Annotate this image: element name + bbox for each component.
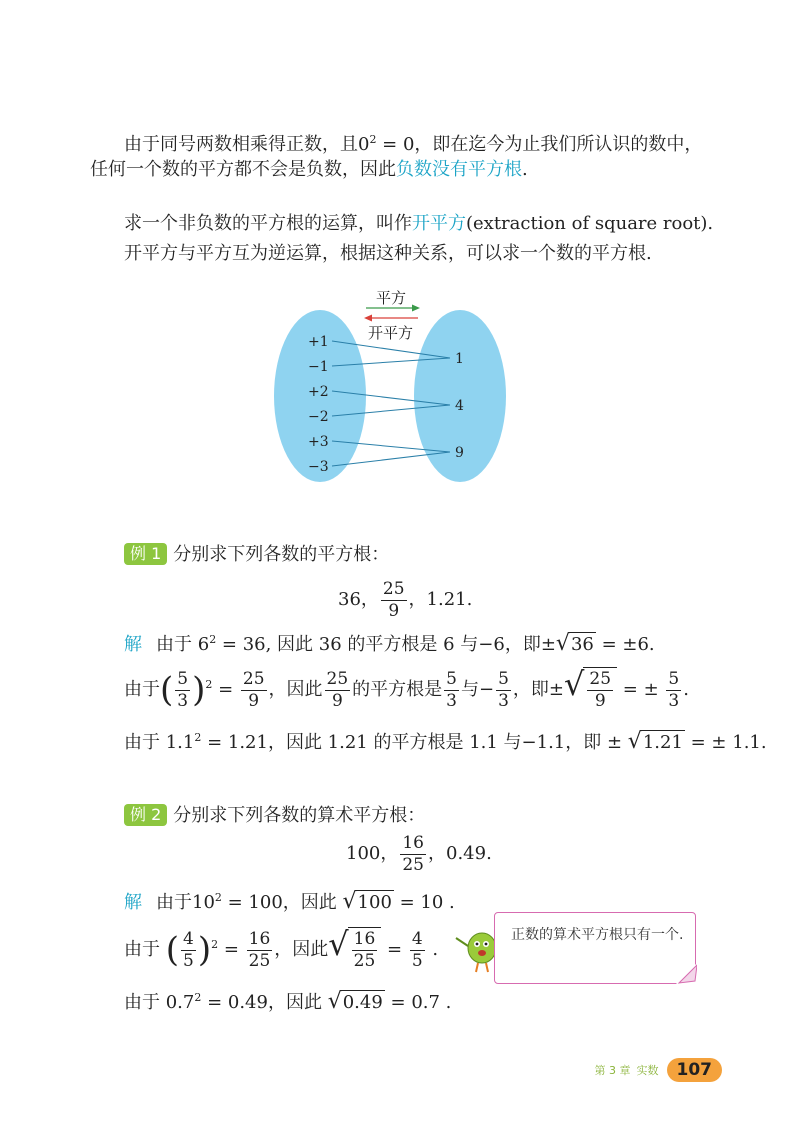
definition-line-1: 求一个非负数的平方根的运算，叫作开平方(extraction of square root). [124, 213, 714, 234]
footer-chapter: 第 3 章 [594, 1064, 631, 1077]
example2-numbers: 100， $\frac{16}{25}$ ，0.49. [346, 832, 492, 875]
right-item: 9 [455, 445, 464, 461]
square-root-mapping-diagram [240, 288, 560, 498]
intro-line-2: 任何一个数的平方都不会是负数，因此负数没有平方根. [90, 159, 528, 180]
example2-solution-line-3: 由于 $0.7^2 = 0.49$，因此 √0.49 = 0.7 . [124, 989, 452, 1014]
example2-solution-line-2: 由于 ( $\frac{4}{5}$ )$^2$ = $\frac{16}{25}$ ，因此√ $\frac{16}{25}$ = $\frac{4}{5}$ . [124, 925, 439, 971]
left-item: −1 [308, 359, 329, 375]
footer-title: 实数 [636, 1064, 659, 1077]
page-curl-icon [675, 963, 697, 985]
example1-solution-line-3: 由于 $1.1^2 = 1.21$，因此 1.21 的平方根是 1.1 与−1.1，即 ± √1.21 = ± 1.1. [124, 729, 767, 754]
example1-solution-line-2: 由于( $\frac{5}{3}$ )$^2$ = $\frac{25}{9}$ ，因此 $\frac{25}{9}$ 的平方根是 $\frac{5}{3}$ 与− $\frac{5}{3}$ ，即±√ $\frac{25}{9}$ = ± $\frac{5}{3}$ . [124, 665, 689, 711]
square-arrow-head [412, 305, 420, 312]
tip-note [494, 912, 696, 984]
label-root: 开平方 [368, 324, 414, 342]
page-footer [595, 1058, 723, 1082]
left-item: +2 [308, 384, 329, 400]
intro-line-1: 由于同号两数相乘得正数，且$0^2 = 0$，即在迄今为止我们所认识的数中， [124, 133, 703, 155]
example-tag: 例 1 [124, 543, 167, 565]
term-kaipingfang: 开平方 [412, 213, 466, 234]
highlight-term: 负数没有平方根 [396, 159, 522, 180]
example1-numbers: 36， $\frac{25}{9}$ ，1.21. [338, 578, 473, 621]
solution-label: 解 [124, 892, 142, 913]
example-tag: 例 2 [124, 804, 167, 826]
label-square: 平方 [376, 289, 407, 307]
left-item: −3 [308, 459, 329, 475]
left-item: −2 [308, 409, 329, 425]
example1-solution-line-1: 解 由于 $6^2 = 36$, 因此 36 的平方根是 6 与−6，即±√36 = ±6. [124, 631, 655, 656]
definition-line-2: 开平方与平方互为逆运算，根据这种关系，可以求一个数的平方根. [124, 243, 652, 264]
right-item: 4 [455, 398, 464, 414]
tip-note-text: 正数的算术平方根只有一个. [511, 927, 684, 943]
left-item: +3 [308, 434, 329, 450]
right-item: 1 [455, 351, 464, 367]
example2-solution-line-1: 解 由于$10^2 = 100$，因此 √100 = 10 . [124, 889, 455, 914]
solution-label: 解 [124, 634, 142, 655]
root-arrow-head [364, 315, 372, 322]
page-number: 107 [667, 1058, 723, 1082]
left-item: +1 [308, 334, 329, 350]
example2-header: 例 2 分别求下列各数的算术平方根： [124, 804, 425, 828]
example1-header: 例 1 分别求下列各数的平方根： [124, 543, 389, 567]
